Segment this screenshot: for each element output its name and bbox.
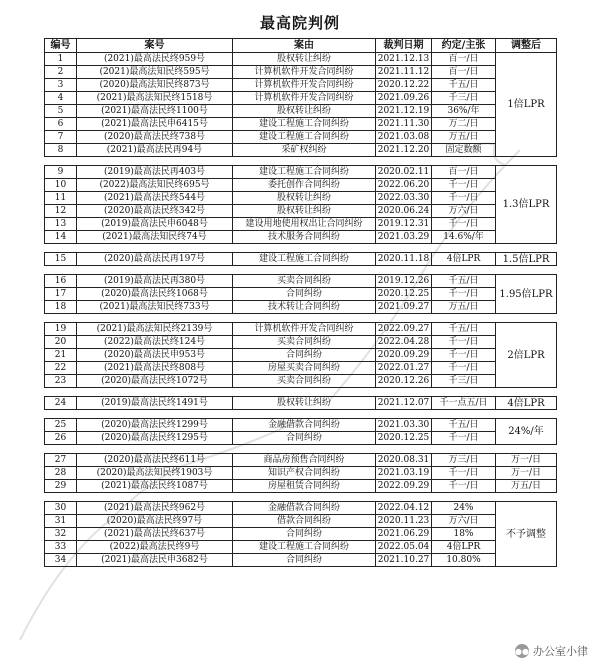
group-adjusted: 4倍LPR	[496, 397, 557, 410]
case-claim: 万二/日	[432, 118, 496, 131]
case-cause: 股权转让纠纷	[233, 53, 376, 66]
case-cause: 建设工程施工合同纠纷	[233, 166, 376, 179]
spacer-cell	[45, 445, 557, 454]
case-date: 2021.03.30	[376, 419, 432, 432]
case-id: (2021)最高法民终544号	[77, 192, 233, 205]
case-id: (2020)最高法民终1068号	[77, 288, 233, 301]
case-date: 2021.12.13	[376, 53, 432, 66]
group-spacer	[45, 445, 557, 454]
case-cause: 建设工程施工合同纠纷	[233, 118, 376, 131]
header-cause: 案由	[233, 39, 376, 53]
case-number: 25	[45, 419, 77, 432]
case-id: (2019)最高法民终1491号	[77, 397, 233, 410]
case-id: (2020)最高法民终342号	[77, 205, 233, 218]
table-row	[45, 336, 557, 349]
spacer-cell	[45, 266, 557, 275]
case-date: 2019.12.26	[376, 275, 432, 288]
case-claim: 4倍LPR	[432, 541, 496, 554]
case-date: 2020.09.29	[376, 349, 432, 362]
case-date: 2021.10.27	[376, 554, 432, 567]
case-claim: 千五/日	[432, 79, 496, 92]
case-cause: 建设工程施工合同纠纷	[233, 541, 376, 554]
case-claim: 24%	[432, 502, 496, 515]
spacer-cell	[45, 314, 557, 323]
case-id: (2020)最高法民申953号	[77, 349, 233, 362]
group-adjusted: 24%/年	[496, 419, 557, 445]
case-cause: 股权转让纠纷	[233, 105, 376, 118]
case-number: 19	[45, 323, 77, 336]
table-row	[45, 105, 557, 118]
case-number: 30	[45, 502, 77, 515]
case-cause: 计算机软件开发合同纠纷	[233, 79, 376, 92]
case-id: (2021)最高法知民终1518号	[77, 92, 233, 105]
case-date: 2021.03.19	[376, 467, 432, 480]
case-number: 17	[45, 288, 77, 301]
case-date: 2020.12.26	[376, 375, 432, 388]
case-adjusted: 万一/日	[496, 467, 557, 480]
case-claim: 千一/日	[432, 480, 496, 493]
case-number: 22	[45, 362, 77, 375]
case-date: 2021.12.19	[376, 105, 432, 118]
table-row	[45, 301, 557, 314]
table-row	[45, 454, 557, 467]
case-claim: 万五/日	[432, 301, 496, 314]
case-cause: 房屋租赁合同纠纷	[233, 480, 376, 493]
case-number: 2	[45, 66, 77, 79]
group-adjusted: 2倍LPR	[496, 323, 557, 388]
header-case-id: 案号	[77, 39, 233, 53]
case-number: 18	[45, 301, 77, 314]
case-number: 14	[45, 231, 77, 244]
case-cause: 股权转让纠纷	[233, 397, 376, 410]
header-claim: 约定/主张	[432, 39, 496, 53]
case-number: 13	[45, 218, 77, 231]
case-id: (2021)最高法知民终74号	[77, 231, 233, 244]
brand-label: 办公室小律	[533, 645, 588, 658]
case-number: 32	[45, 528, 77, 541]
case-number: 33	[45, 541, 77, 554]
case-number: 15	[45, 253, 77, 266]
case-number: 20	[45, 336, 77, 349]
group-spacer	[45, 410, 557, 419]
case-date: 2021.03.08	[376, 131, 432, 144]
case-date: 2022.09.29	[376, 480, 432, 493]
group-spacer	[45, 314, 557, 323]
case-id: (2022)最高法知民终695号	[77, 179, 233, 192]
case-cause: 股权转让纠纷	[233, 205, 376, 218]
case-id: (2020)最高法民终1299号	[77, 419, 233, 432]
table-row	[45, 92, 557, 105]
group-spacer	[45, 157, 557, 166]
table-row	[45, 528, 557, 541]
case-date: 2020.11.18	[376, 253, 432, 266]
case-claim: 万三/日	[432, 454, 496, 467]
case-date: 2021.09.27	[376, 301, 432, 314]
case-claim: 千一/日	[432, 432, 496, 445]
case-cause: 买卖合同纠纷	[233, 275, 376, 288]
wechat-icon: ●●	[515, 644, 529, 658]
group-spacer	[45, 388, 557, 397]
case-date: 2022.04.12	[376, 502, 432, 515]
case-claim: 千一/日	[432, 192, 496, 205]
table-row	[45, 275, 557, 288]
case-number: 21	[45, 349, 77, 362]
case-number: 16	[45, 275, 77, 288]
case-id: (2021)最高法民终808号	[77, 362, 233, 375]
case-claim: 千五/日	[432, 323, 496, 336]
case-number: 23	[45, 375, 77, 388]
case-table	[44, 38, 557, 567]
case-cause: 知识产权合同纠纷	[233, 467, 376, 480]
case-number: 34	[45, 554, 77, 567]
case-number: 26	[45, 432, 77, 445]
header-row	[45, 39, 557, 53]
case-date: 2021.03.29	[376, 231, 432, 244]
table-row	[45, 502, 557, 515]
table-row	[45, 375, 557, 388]
case-date: 2022.05.04	[376, 541, 432, 554]
case-claim: 百一/日	[432, 166, 496, 179]
case-number: 28	[45, 467, 77, 480]
case-number: 4	[45, 92, 77, 105]
case-id: (2021)最高法民终1087号	[77, 480, 233, 493]
case-date: 2020.06.24	[376, 205, 432, 218]
case-claim: 10.80%	[432, 554, 496, 567]
case-claim: 万五/日	[432, 131, 496, 144]
table-row	[45, 144, 557, 157]
case-claim: 千三/日	[432, 375, 496, 388]
case-date: 2021.11.12	[376, 66, 432, 79]
table-row	[45, 323, 557, 336]
case-cause: 技术转让合同纠纷	[233, 301, 376, 314]
table-row	[45, 131, 557, 144]
case-cause: 合同纠纷	[233, 554, 376, 567]
case-id: (2021)最高法民终962号	[77, 502, 233, 515]
case-claim: 14.6%/年	[432, 231, 496, 244]
case-id: (2019)最高法民再403号	[77, 166, 233, 179]
case-cause: 合同纠纷	[233, 349, 376, 362]
case-claim: 万六/日	[432, 205, 496, 218]
case-date: 2020.12.25	[376, 432, 432, 445]
case-adjusted: 万一/日	[496, 454, 557, 467]
case-date: 2021.12.20	[376, 144, 432, 157]
case-id: (2021)最高法民终1100号	[77, 105, 233, 118]
case-cause: 股权转让纠纷	[233, 192, 376, 205]
case-cause: 技术服务合同纠纷	[233, 231, 376, 244]
case-date: 2022.06.20	[376, 179, 432, 192]
case-id: (2020)最高法民终1295号	[77, 432, 233, 445]
case-id: (2021)最高法民终637号	[77, 528, 233, 541]
table-row	[45, 179, 557, 192]
group-spacer	[45, 493, 557, 502]
table-row	[45, 554, 557, 567]
table-row	[45, 66, 557, 79]
table-row	[45, 419, 557, 432]
case-claim: 千一/日	[432, 467, 496, 480]
case-number: 10	[45, 179, 77, 192]
table-row	[45, 480, 557, 493]
case-claim: 万六/日	[432, 515, 496, 528]
header-date: 裁判日期	[376, 39, 432, 53]
case-id: (2020)最高法民终611号	[77, 454, 233, 467]
case-id: (2021)最高法民申3682号	[77, 554, 233, 567]
table-row	[45, 205, 557, 218]
table-row	[45, 467, 557, 480]
case-claim: 18%	[432, 528, 496, 541]
case-number: 1	[45, 53, 77, 66]
case-claim: 百一/日	[432, 66, 496, 79]
table-row	[45, 218, 557, 231]
group-spacer	[45, 244, 557, 253]
case-number: 5	[45, 105, 77, 118]
case-id: (2020)最高法民终1072号	[77, 375, 233, 388]
case-cause: 建设用地使用权出让合同纠纷	[233, 218, 376, 231]
case-number: 11	[45, 192, 77, 205]
case-date: 2022.04.28	[376, 336, 432, 349]
case-claim: 36%/年	[432, 105, 496, 118]
table-row	[45, 432, 557, 445]
case-cause: 金融借款合同纠纷	[233, 502, 376, 515]
case-number: 27	[45, 454, 77, 467]
case-cause: 合同纠纷	[233, 432, 376, 445]
case-number: 8	[45, 144, 77, 157]
case-date: 2019.12.31	[376, 218, 432, 231]
case-cause: 建设工程施工合同纠纷	[233, 253, 376, 266]
case-id: (2019)最高法民再380号	[77, 275, 233, 288]
case-number: 3	[45, 79, 77, 92]
case-cause: 计算机软件开发合同纠纷	[233, 323, 376, 336]
case-number: 29	[45, 480, 77, 493]
case-claim: 千五/日	[432, 419, 496, 432]
group-adjusted: 1倍LPR	[496, 53, 557, 157]
table-row	[45, 253, 557, 266]
case-claim: 千一/日	[432, 218, 496, 231]
case-id: (2020)最高法知民终1903号	[77, 467, 233, 480]
table-row	[45, 349, 557, 362]
case-date: 2020.12.22	[376, 79, 432, 92]
table-row	[45, 79, 557, 92]
case-id: (2022)最高法民终124号	[77, 336, 233, 349]
case-id: (2022)最高法民终9号	[77, 541, 233, 554]
group-spacer	[45, 266, 557, 275]
case-cause: 计算机软件开发合同纠纷	[233, 66, 376, 79]
case-number: 12	[45, 205, 77, 218]
spacer-cell	[45, 410, 557, 419]
case-id: (2021)最高法知民终2139号	[77, 323, 233, 336]
case-date: 2021.11.30	[376, 118, 432, 131]
case-id: (2021)最高法民终959号	[77, 53, 233, 66]
case-cause: 买卖合同纠纷	[233, 375, 376, 388]
header-adjusted: 调整后	[496, 39, 557, 53]
case-claim: 千一点五/日	[432, 397, 496, 410]
case-date: 2021.06.29	[376, 528, 432, 541]
case-number: 6	[45, 118, 77, 131]
case-adjusted: 万五/日	[496, 480, 557, 493]
table-row	[45, 362, 557, 375]
group-adjusted: 1.95倍LPR	[496, 275, 557, 314]
case-cause: 委托创作合同纠纷	[233, 179, 376, 192]
brand-mark	[515, 643, 588, 659]
group-adjusted: 1.3倍LPR	[496, 166, 557, 244]
case-cause: 采矿权纠纷	[233, 144, 376, 157]
case-number: 24	[45, 397, 77, 410]
case-number: 31	[45, 515, 77, 528]
case-date: 2021.12.07	[376, 397, 432, 410]
case-date: 2022.03.30	[376, 192, 432, 205]
group-adjusted: 1.5倍LPR	[496, 253, 557, 266]
case-id: (2020)最高法民终97号	[77, 515, 233, 528]
table-row	[45, 118, 557, 131]
case-claim: 千一/日	[432, 336, 496, 349]
spacer-cell	[45, 493, 557, 502]
case-id: (2020)最高法民终738号	[77, 131, 233, 144]
case-id: (2020)最高法民再197号	[77, 253, 233, 266]
case-date: 2022.09.27	[376, 323, 432, 336]
case-cause: 建设工程施工合同纠纷	[233, 131, 376, 144]
table-row	[45, 288, 557, 301]
case-id: (2021)最高法民申6415号	[77, 118, 233, 131]
case-date: 2020.02.11	[376, 166, 432, 179]
case-claim: 千三/日	[432, 92, 496, 105]
table-row	[45, 53, 557, 66]
case-id: (2021)最高法知民终733号	[77, 301, 233, 314]
case-id: (2021)最高法知民终595号	[77, 66, 233, 79]
table-row	[45, 231, 557, 244]
case-claim: 千一/日	[432, 349, 496, 362]
case-claim: 千五/日	[432, 275, 496, 288]
case-id: (2021)最高法民再94号	[77, 144, 233, 157]
case-number: 9	[45, 166, 77, 179]
table-row	[45, 397, 557, 410]
table-row	[45, 541, 557, 554]
case-date: 2020.11.23	[376, 515, 432, 528]
case-claim: 千一/日	[432, 362, 496, 375]
case-number: 7	[45, 131, 77, 144]
table-row	[45, 515, 557, 528]
table-row	[45, 166, 557, 179]
case-date: 2022.01.27	[376, 362, 432, 375]
case-cause: 合同纠纷	[233, 528, 376, 541]
case-claim: 千一/日	[432, 179, 496, 192]
case-date: 2020.12.25	[376, 288, 432, 301]
case-claim: 固定数额	[432, 144, 496, 157]
case-cause: 买卖合同纠纷	[233, 336, 376, 349]
table-row	[45, 192, 557, 205]
case-claim: 千一/日	[432, 288, 496, 301]
case-claim: 百一/日	[432, 53, 496, 66]
spacer-cell	[45, 388, 557, 397]
case-cause: 计算机软件开发合同纠纷	[233, 92, 376, 105]
group-adjusted: 不予调整	[496, 502, 557, 567]
case-claim: 4倍LPR	[432, 253, 496, 266]
case-cause: 商品房预售合同纠纷	[233, 454, 376, 467]
case-id: (2020)最高法知民终873号	[77, 79, 233, 92]
case-date: 2021.09.26	[376, 92, 432, 105]
header-number: 编号	[45, 39, 77, 53]
case-cause: 借款合同纠纷	[233, 515, 376, 528]
case-cause: 房屋买卖合同纠纷	[233, 362, 376, 375]
case-cause: 合同纠纷	[233, 288, 376, 301]
spacer-cell	[45, 157, 557, 166]
case-cause: 金融借款合同纠纷	[233, 419, 376, 432]
case-id: (2019)最高法民申6048号	[77, 218, 233, 231]
case-date: 2020.08.31	[376, 454, 432, 467]
page-title: 最高院判例	[259, 14, 340, 32]
spacer-cell	[45, 244, 557, 253]
